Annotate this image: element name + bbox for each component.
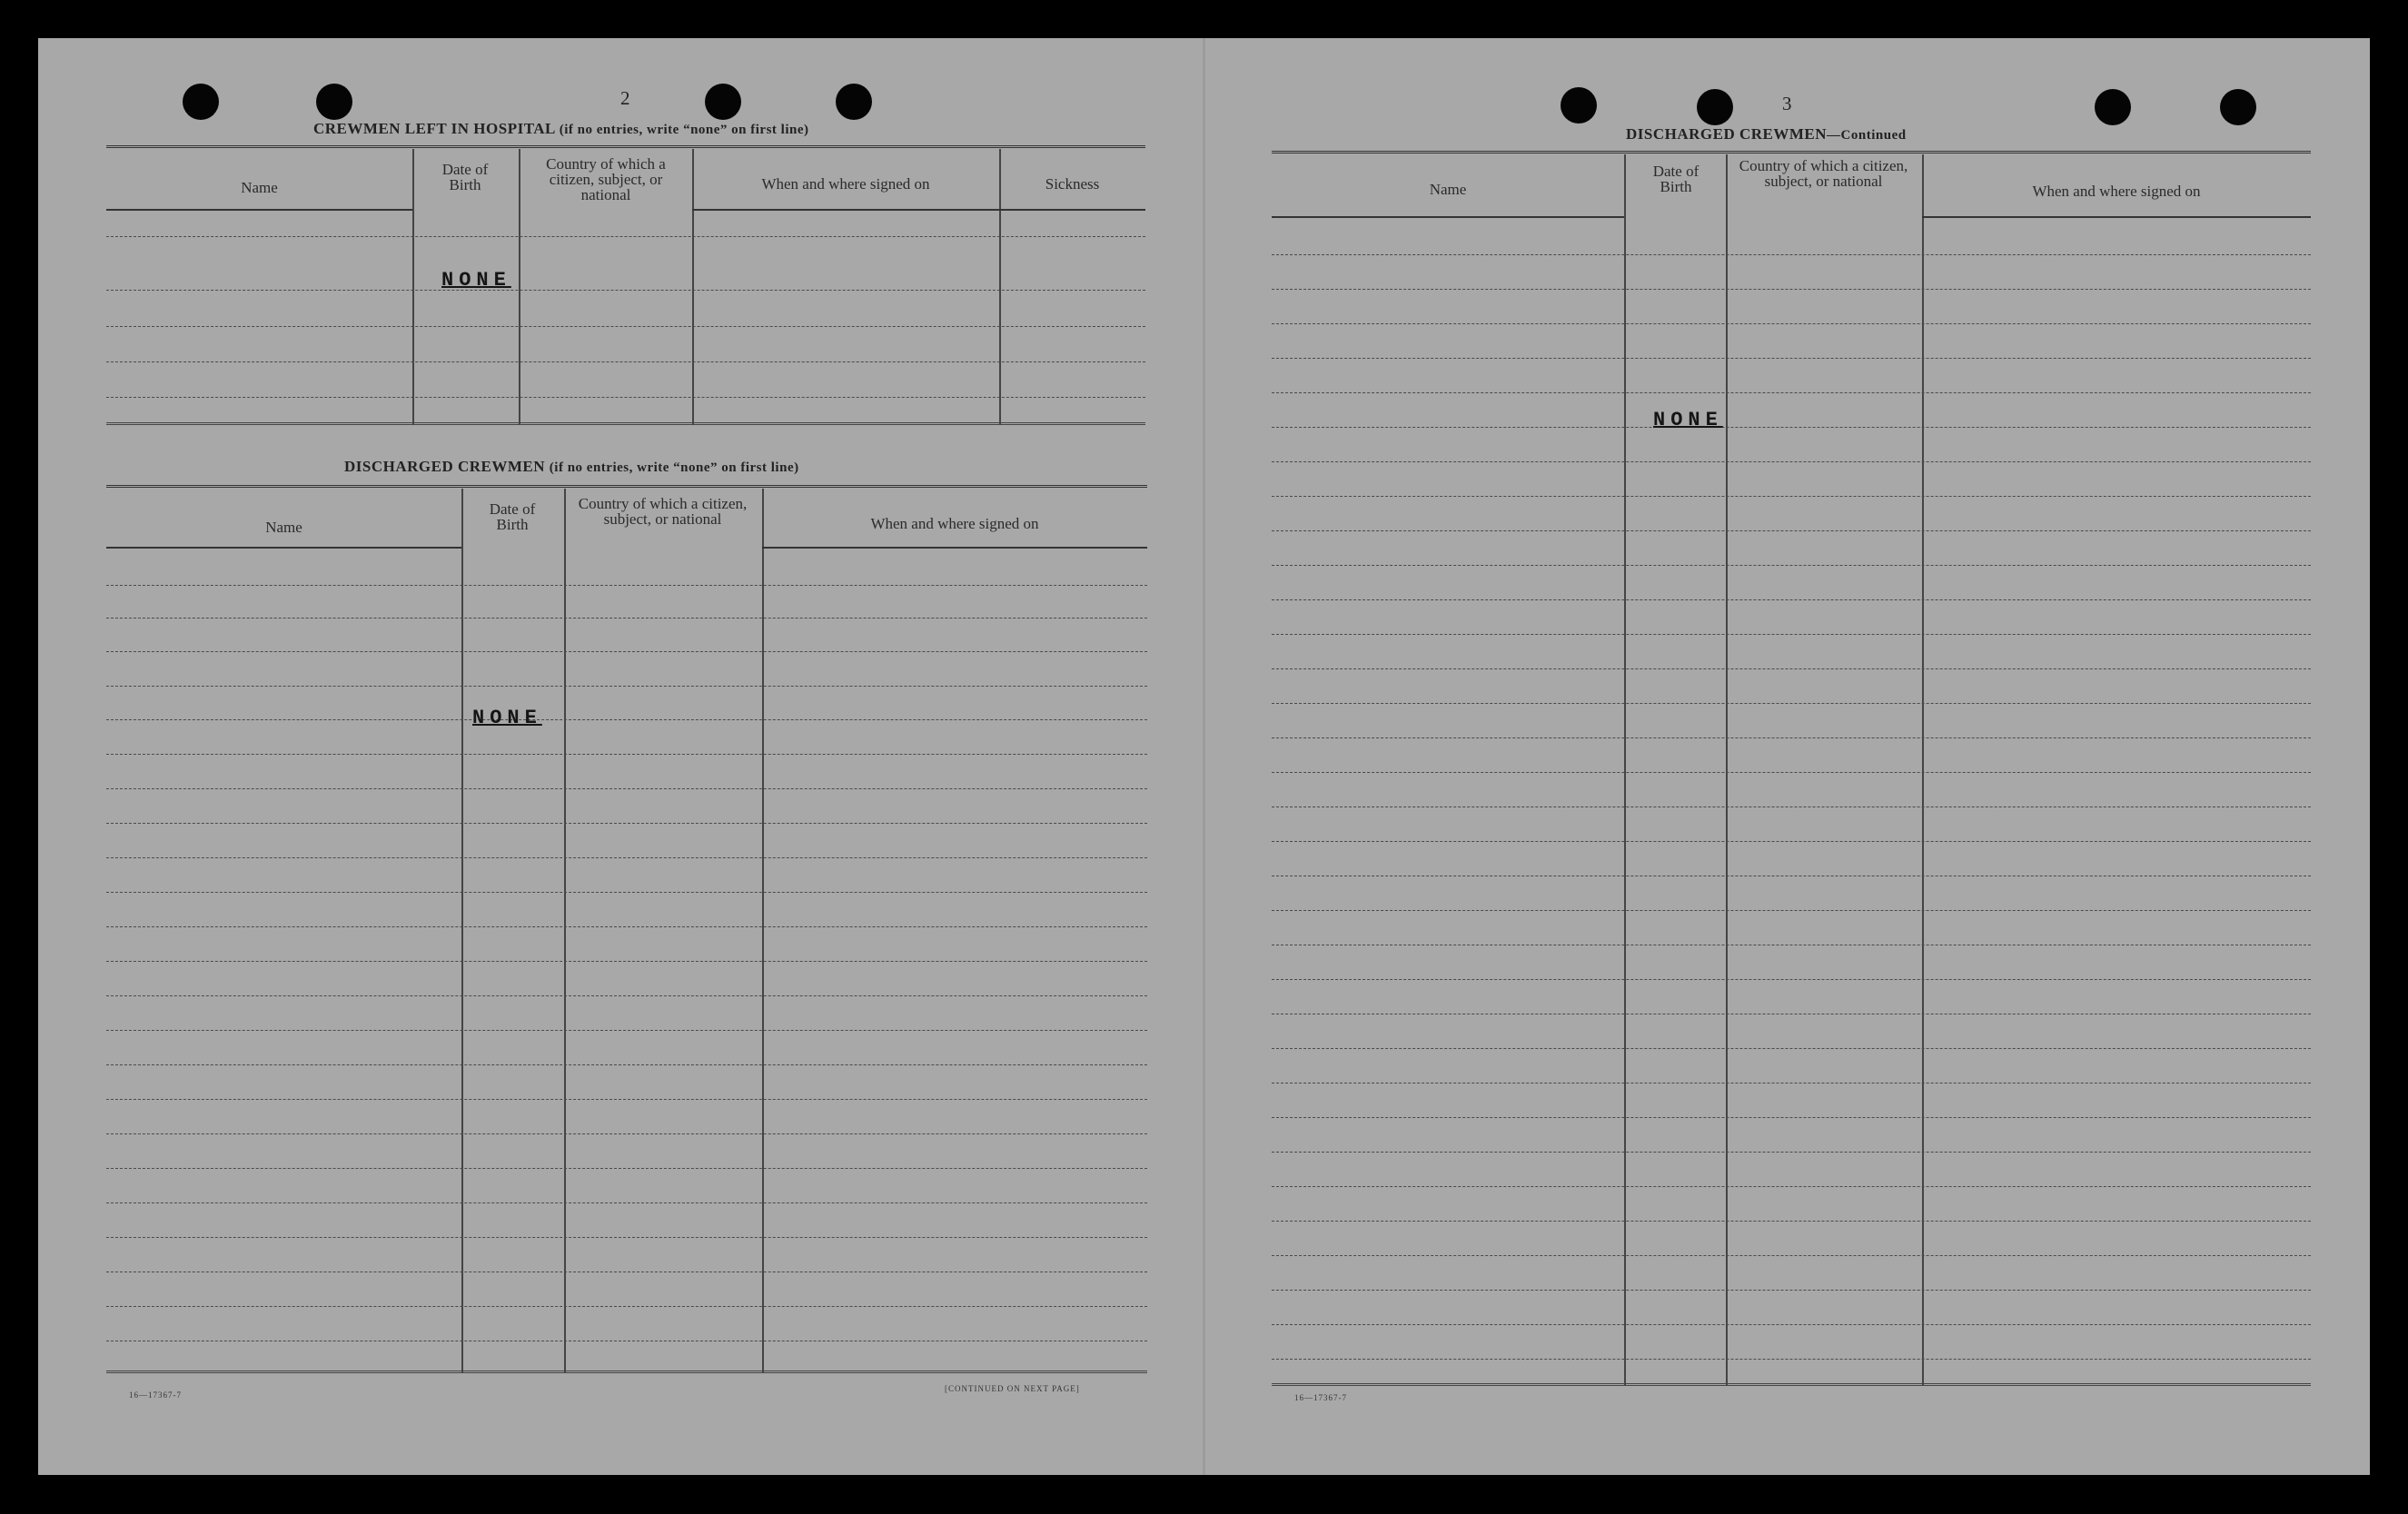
column-header-name: Name (1429, 181, 1467, 198)
column-header-name: Name (265, 519, 302, 536)
discharged-continued-none-entry: NONE (1653, 409, 1723, 431)
column-header-date-of-birth: Date of Birth (489, 500, 536, 533)
column-header-signed-on: When and where signed on (761, 175, 930, 193)
column-header-date-of-birth: Date of Birth (1652, 163, 1699, 195)
form-sheet (38, 38, 2370, 1475)
column-header-country: Country of which a citizen, subject, or national (546, 155, 666, 203)
column-header-country: Country of which a citizen, subject, or national (1739, 157, 1908, 190)
punch-hole (183, 84, 219, 120)
discharged-table (106, 485, 1147, 1377)
page-fold (1203, 38, 1205, 1475)
column-header-sickness: Sickness (1045, 175, 1100, 193)
punch-hole (836, 84, 872, 120)
form-number: 16—17367-7 (129, 1390, 182, 1400)
page-number: 2 (620, 87, 630, 109)
column-header-country: Country of which a citizen, subject, or national (578, 495, 748, 528)
punch-hole (2220, 89, 2256, 125)
hospital-instruction: (if no entries, write “none” on first line) (559, 123, 809, 137)
column-header-name: Name (241, 179, 278, 196)
discharged-continued-table (1272, 151, 2311, 1386)
hospital-table (106, 145, 1145, 432)
punch-hole (2095, 89, 2131, 125)
punch-hole (316, 84, 352, 120)
hospital-section-title (313, 120, 809, 138)
discharged-continued-title (1626, 125, 1907, 143)
form-number: 16—17367-7 (1294, 1393, 1347, 1402)
punch-hole (1697, 89, 1733, 125)
punch-hole (705, 84, 741, 120)
discharged-title-text: DISCHARGED CREWMEN (344, 458, 546, 475)
page-number: 3 (1782, 93, 1792, 114)
discharged-continued-title-text: DISCHARGED CREWMEN (1626, 125, 1828, 143)
hospital-title-text: CREWMEN LEFT IN HOSPITAL (313, 120, 555, 137)
continued-suffix: —Continued (1827, 128, 1907, 143)
punch-hole (1561, 87, 1597, 124)
column-header-signed-on: When and where signed on (2032, 183, 2201, 200)
column-header-date-of-birth: Date of Birth (441, 161, 489, 193)
continued-note: [CONTINUED ON NEXT PAGE] (945, 1384, 1080, 1393)
column-header-signed-on: When and where signed on (870, 515, 1039, 532)
discharged-section-title (344, 458, 799, 476)
discharged-none-entry: NONE (472, 707, 542, 729)
discharged-instruction: (if no entries, write “none” on first line) (549, 460, 799, 475)
hospital-none-entry: NONE (441, 269, 511, 292)
